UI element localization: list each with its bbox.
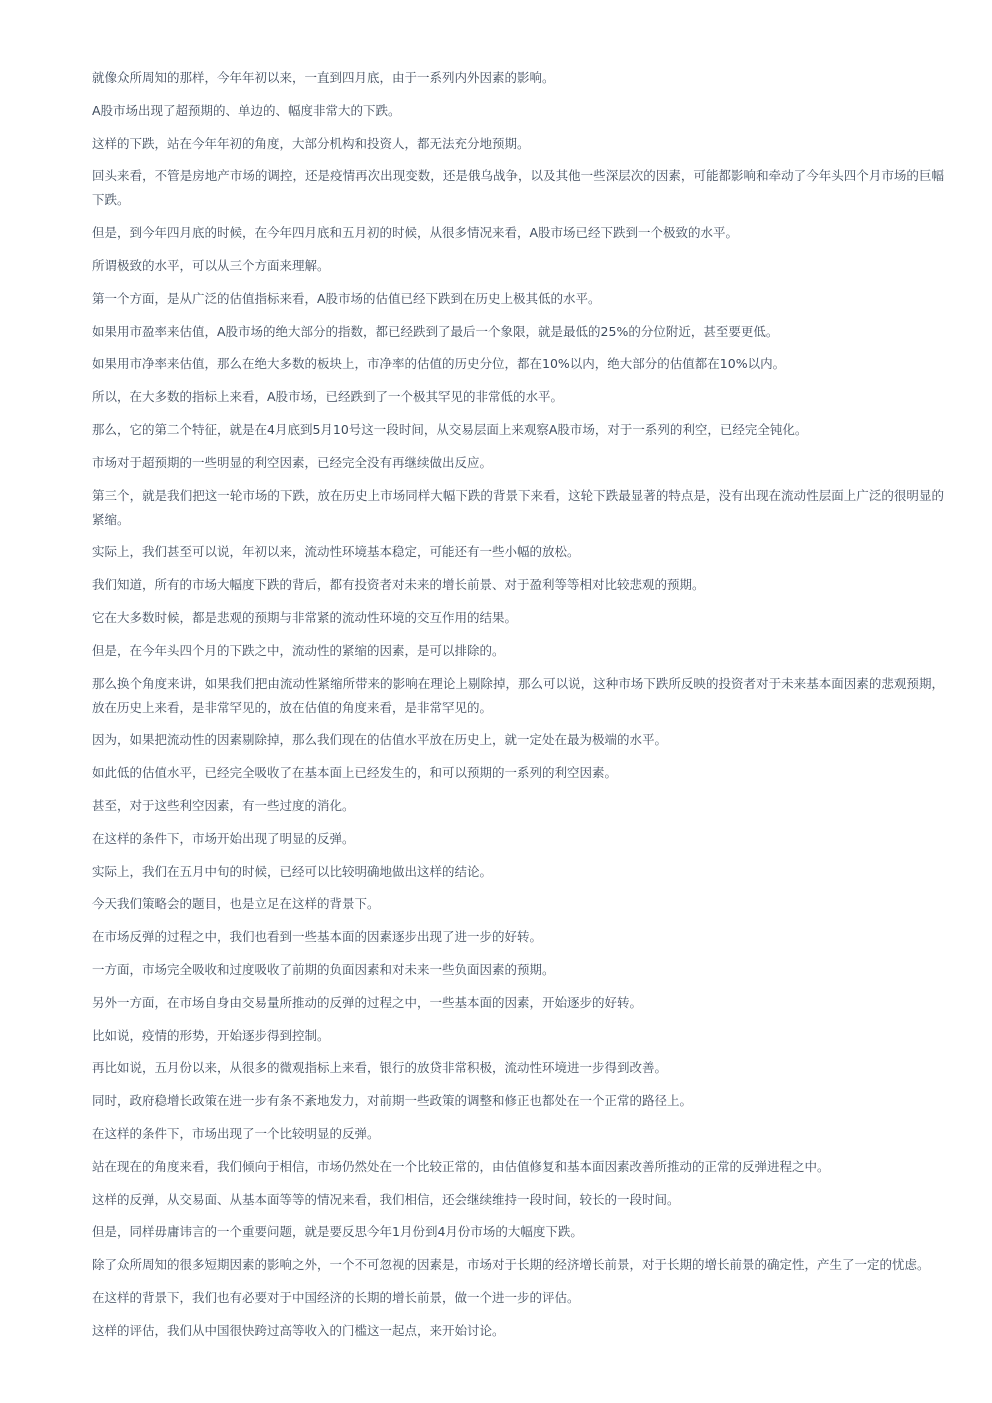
paragraph: 在这样的条件下，市场出现了一个比较明显的反弹。: [92, 1125, 380, 1141]
paragraph: 在这样的条件下，市场开始出现了明显的反弹。: [92, 830, 355, 846]
paragraph: 如果用市盈率来估值，A股市场的绝大部分的指数，都已经跌到了最后一个象限，就是最低的25%的分位附近，甚至要更低。: [92, 323, 779, 339]
paragraph: 但是，在今年头四个月的下跌之中，流动性的紧缩的因素，是可以排除的。: [92, 642, 505, 658]
paragraph: 除了众所周知的很多短期因素的影响之外，一个不可忽视的因素是，市场对于长期的经济增长前景，对于长期的增长前景的确定性，产生了一定的忧虑。: [92, 1257, 930, 1273]
paragraph: 实际上，我们甚至可以说，年初以来，流动性环境基本稳定，可能还有一些小幅的放松。: [92, 544, 580, 560]
document-body: [92, 66, 944, 1351]
paragraph: 如果用市净率来估值，那么在绝大多数的板块上，市净率的估值的历史分位，都在10%以内，绝大部分的估值都在10%以内。: [92, 356, 786, 372]
paragraph: 就像众所周知的那样，今年年初以来，一直到四月底，由于一系列内外因素的影响。: [92, 70, 555, 85]
paragraph: 所谓极致的水平，可以从三个方面来理解。: [92, 257, 330, 273]
paragraph: 今天我们策略会的题目，也是立足在这样的背景下。: [92, 896, 380, 912]
paragraph: 那么，它的第二个特征，就是在4月底到5月10号这一段时间，从交易层面上来观察A股市场，对于一系列的利空，已经完全钝化。: [92, 421, 808, 437]
paragraph: 同时，政府稳增长政策在进一步有条不紊地发力，对前期一些政策的调整和修正也都处在一个正常的路径上。: [92, 1093, 693, 1109]
paragraph: 站在现在的角度来看，我们倾向于相信，市场仍然处在一个比较正常的，由估值修复和基本面因素改善所推动的正常的反弹进程之中。: [92, 1158, 830, 1174]
paragraph: 但是，到今年四月底的时候，在今年四月底和五月初的时候，从很多情况来看，A股市场已经下跌到一个极致的水平。: [92, 225, 739, 241]
paragraph: 所以，在大多数的指标上来看，A股市场，已经跌到了一个极其罕见的非常低的水平。: [92, 389, 564, 405]
paragraph: 实际上，我们在五月中旬的时候，已经可以比较明确地做出这样的结论。: [92, 863, 493, 879]
paragraph: 甚至，对于这些利空因素，有一些过度的消化。: [92, 797, 355, 813]
paragraph: 但是，同样毋庸讳言的一个重要问题，就是要反思今年1月份到4月份市场的大幅度下跌。: [92, 1224, 583, 1240]
paragraph: 第一个方面，是从广泛的估值指标来看，A股市场的估值已经下跌到在历史上极其低的水平。: [92, 290, 601, 306]
paragraph: A股市场出现了超预期的、单边的、幅度非常大的下跌。: [92, 102, 401, 118]
paragraph: 回头来看，不管是房地产市场的调控，还是疫情再次出现变数，还是俄乌战争，以及其他一些深层次的因素，可能都影响和牵动了今年头四个月市场的巨幅下跌。: [92, 168, 944, 208]
paragraph: 另外一方面，在市场自身由交易量所推动的反弹的过程之中，一些基本面的因素，开始逐步的好转。: [92, 994, 643, 1010]
paragraph: 第三个，就是我们把这一轮市场的下跌，放在历史上市场同样大幅下跌的背景下来看，这轮下跌最显著的特点是，没有出现在流动性层面上广泛的很明显的紧缩。: [92, 487, 944, 527]
paragraph: 再比如说，五月份以来，从很多的微观指标上来看，银行的放贷非常积极，流动性环境进一步得到改善。: [92, 1060, 668, 1076]
paragraph: 市场对于超预期的一些明显的利空因素，已经完全没有再继续做出反应。: [92, 454, 493, 470]
paragraph: 这样的下跌，站在今年年初的角度，大部分机构和投资人，都无法充分地预期。: [92, 135, 530, 151]
paragraph: 一方面，市场完全吸收和过度吸收了前期的负面因素和对未来一些负面因素的预期。: [92, 961, 555, 977]
paragraph: 这样的反弹，从交易面、从基本面等等的情况来看，我们相信，还会继续维持一段时间，较长的一段时间。: [92, 1191, 680, 1207]
paragraph: 这样的评估，我们从中国很快跨过高等收入的门槛这一起点，来开始讨论。: [92, 1322, 505, 1338]
paragraph: 比如说，疫情的形势，开始逐步得到控制。: [92, 1027, 330, 1043]
paragraph: 在市场反弹的过程之中，我们也看到一些基本面的因素逐步出现了进一步的好转。: [92, 929, 543, 945]
paragraph: 我们知道，所有的市场大幅度下跌的背后，都有投资者对未来的增长前景、对于盈利等等相对比较悲观的预期。: [92, 577, 705, 593]
paragraph: 因为，如果把流动性的因素剔除掉，那么我们现在的估值水平放在历史上，就一定处在最为极端的水平。: [92, 732, 668, 748]
paragraph: 它在大多数时候，都是悲观的预期与非常紧的流动性环境的交互作用的结果。: [92, 609, 518, 625]
paragraph: 如此低的估值水平，已经完全吸收了在基本面上已经发生的，和可以预期的一系列的利空因素。: [92, 765, 618, 781]
paragraph: 那么换个角度来讲，如果我们把由流动性紧缩所带来的影响在理论上剔除掉，那么可以说，这种市场下跌所反映的投资者对于未来基本面因素的悲观预期，放在历史上来看，是非常罕见的，放在估值的角度来看，是非常罕见的。: [92, 675, 944, 715]
paragraph: 在这样的背景下，我们也有必要对于中国经济的长期的增长前景，做一个进一步的评估。: [92, 1289, 580, 1305]
